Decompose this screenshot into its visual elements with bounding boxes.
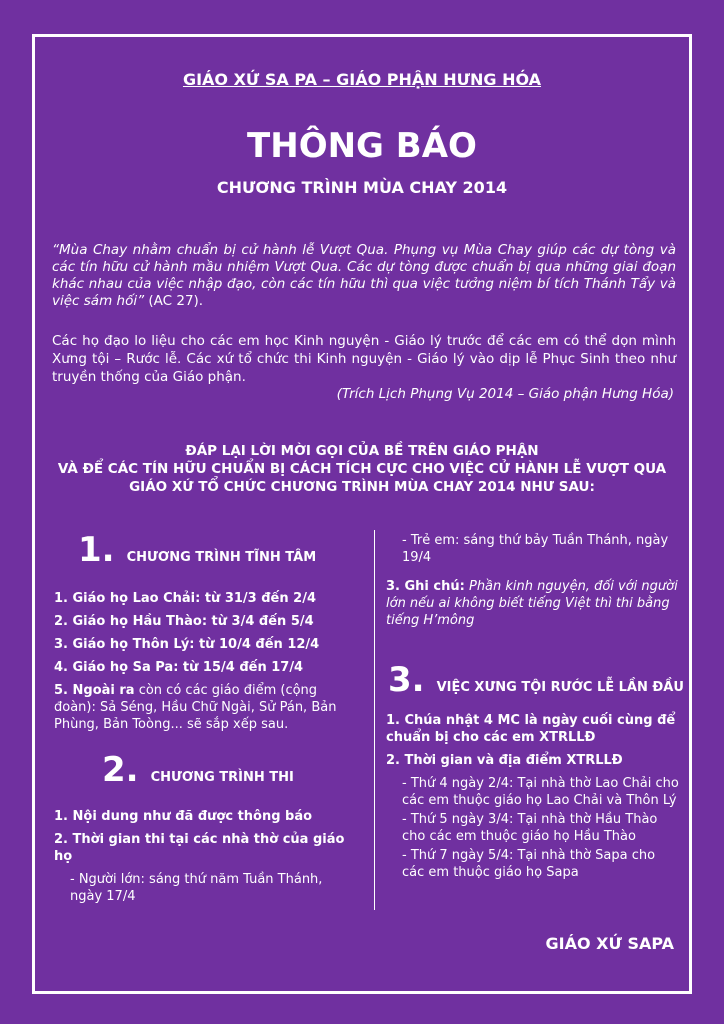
list-item: - Thứ 5 ngày 3/4: Tại nhà thờ Hầu Thào cho các em thuộc giáo họ Hầu Thào	[402, 812, 658, 844]
list-item: - Thứ 4 ngày 2/4: Tại nhà thờ Lao Chải cho các em thuộc giáo họ Lao Chải và Thôn Lý	[402, 776, 679, 808]
note-text: Phần kinh nguyện, đối với người lớn nếu ai không biết tiếng Việt thì thi bằng tiếng H’mông	[386, 579, 678, 628]
section-2-list	[54, 808, 354, 911]
list-item: - Thứ 7 ngày 5/4: Tại nhà thờ Sapa cho các em thuộc giáo họ Sapa	[402, 848, 656, 880]
list-item: 4. Giáo họ Sa Pa: từ 15/4 đến 17/4	[54, 660, 304, 675]
section-2-continued	[386, 532, 680, 635]
section-3-list	[386, 712, 680, 883]
note-item	[386, 578, 680, 629]
section-1-title: CHƯƠNG TRÌNH TĨNH TÂM	[126, 550, 317, 565]
intro-paragraph: Các họ đạo lo liệu cho các em học Kinh nguyện - Giáo lý trước để các em có thể dọn mình Xưng tội – Rước lễ. Các xứ tổ chức thi Kinh nguyện - Giáo lý vào dịp lễ Phục Sinh theo như truyền thống của Giáo phận.	[52, 333, 676, 385]
page-subtitle: CHƯƠNG TRÌNH MÙA CHAY 2014	[216, 178, 508, 197]
invitation-line-2: VÀ ĐỂ CÁC TÍN HỮU CHUẨN BỊ CÁCH TÍCH CỰC CHO VIỆC CỬ HÀNH LỄ VƯỢT QUA	[57, 461, 667, 477]
section-3-number: 3.	[388, 660, 425, 700]
section-3-heading	[388, 660, 684, 700]
section-1-heading	[78, 530, 316, 570]
intro-quote	[52, 242, 676, 310]
list-item: 1. Chúa nhật 4 MC là ngày cuối cùng để chuẩn bị cho các em XTRLLĐ	[386, 713, 676, 745]
parish-heading: GIÁO XỨ SA PA – GIÁO PHẬN HƯNG HÓA	[182, 70, 542, 89]
list-item: 1. Giáo họ Lao Chải: từ 31/3 đến 2/4	[54, 591, 316, 606]
section-1-number: 1.	[78, 530, 115, 570]
intro-source: (Trích Lịch Phụng Vụ 2014 – Giáo phận Hưng Hóa)	[336, 386, 674, 402]
list-item: 1. Nội dung như đã được thông báo	[54, 809, 313, 824]
section-2-number: 2.	[102, 750, 139, 790]
list-item: 3. Giáo họ Thôn Lý: từ 10/4 đến 12/4	[54, 637, 320, 652]
section-1-list	[54, 590, 350, 739]
footer-signature: GIÁO XỨ SAPA	[545, 934, 674, 953]
invitation-line-3: GIÁO XỨ TỔ CHỨC CHƯƠNG TRÌNH MÙA CHAY 2014 NHƯ SAU:	[129, 479, 595, 495]
list-item: - Người lớn: sáng thứ năm Tuần Thánh, ngày 17/4	[70, 872, 323, 904]
column-divider	[374, 530, 375, 910]
invitation-line-1: ĐÁP LẠI LỜI MỜI GỌI CỦA BỀ TRÊN GIÁO PHẬN	[185, 443, 539, 459]
list-item: - Trẻ em: sáng thứ bảy Tuần Thánh, ngày 19/4	[402, 533, 669, 565]
section-2-title: CHƯƠNG TRÌNH THI	[150, 770, 294, 785]
note-label: 3. Ghi chú:	[386, 579, 465, 594]
list-item: 2. Giáo họ Hầu Thào: từ 3/4 đến 5/4	[54, 614, 314, 629]
section-2-heading	[102, 750, 294, 790]
quote-reference: (AC 27).	[148, 293, 204, 309]
item-5-text: còn có các giáo điểm (cộng đoàn): Sả Séng, Hầu Chữ Ngài, Sử Pán, Bản Phùng, Bản Toòng... sẽ sắp xếp sau.	[54, 683, 337, 732]
section-3-title: VIỆC XƯNG TỘI RƯỚC LỄ LẦN ĐẦU	[436, 680, 684, 695]
item-5-label: 5. Ngoài ra	[54, 683, 135, 698]
page-title: THÔNG BÁO	[247, 126, 477, 166]
list-item	[54, 682, 350, 733]
list-item: 2. Thời gian thi tại các nhà thờ của giáo họ	[54, 832, 345, 864]
list-item: 2. Thời gian và địa điểm XTRLLĐ	[386, 753, 623, 768]
invitation-block	[0, 442, 724, 496]
quote-text: “Mùa Chay nhằm chuẩn bị cử hành lễ Vượt Qua. Phụng vụ Mùa Chay giúp các dự tòng và các tín hữu cử hành mầu nhiệm Vượt Qua. Các dự tòng được chuẩn bị qua những giai đoạn khác nhau của việc nhập đạo, còn các tín hữu thì qua việc tưởng niệm bí tích Thánh Tẩy và việc sám hối”	[52, 242, 676, 309]
